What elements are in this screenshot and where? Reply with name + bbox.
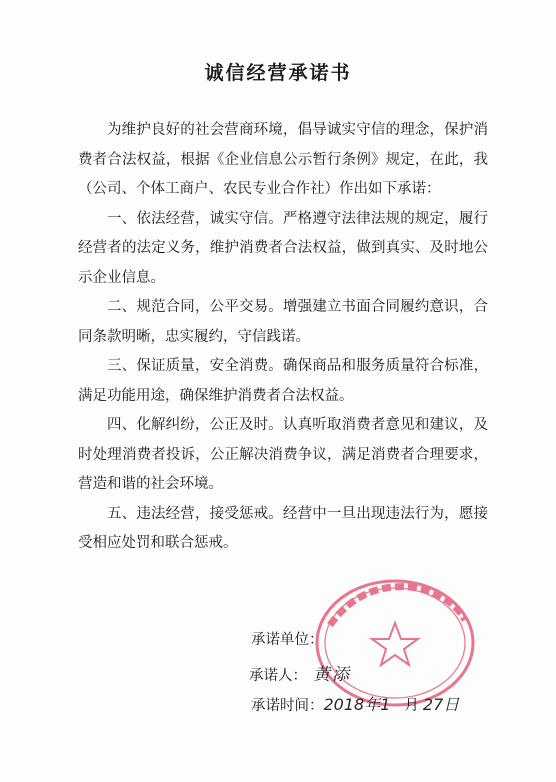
time-label: 承诺时间： xyxy=(251,698,324,714)
handwritten-day: 27日 xyxy=(422,695,460,714)
month-char: 月 xyxy=(404,698,419,714)
person-label: 承诺人： xyxy=(249,668,307,684)
commitment-item-3: 三、保证质量，安全消费。确保商品和服务质量符合标准，满足功能用途，确保维护消费者合法权益。 xyxy=(78,358,488,404)
handwritten-date: 2018年1 xyxy=(323,695,391,714)
commitment-item-2: 二、规范合同，公平交易。增强建立书面合同履约意识，合同条款明晰，忠实履约，守信践诺。 xyxy=(78,299,488,345)
intro-paragraph: 为维护良好的社会营商环境，倡导诚实守信的理念，保护消费者合法权益，根据《企业信息公示暂行条例》规定，在此，我（公司、个体工商户、农民专业合作社）作出如下承诺： xyxy=(78,122,488,197)
document-body xyxy=(78,116,488,559)
unit-label: 承诺单位： xyxy=(251,632,324,648)
commitment-person-line xyxy=(249,660,351,685)
commitment-item-4: 四、化解纠纷，公正及时。认真听取消费者意见和建议，及时处理消费者投诉，公正解决消费争议，满足消费者合理要求，营造和谐的社会环境。 xyxy=(78,417,488,492)
document-title: 诚信经营承诺书 xyxy=(204,62,352,84)
commitment-item-1: 一、依法经营，诚实守信。严格遵守法律法规的规定，履行经营者的法定义务，维护消费者合法权益，做到真实、及时地公示企业信息。 xyxy=(78,210,488,286)
commitment-unit-line xyxy=(251,628,324,649)
commitment-item-5: 五、违法经营，接受惩戒。经营中一旦出现违法行为，愿接受相应处罚和联合惩戒。 xyxy=(78,505,488,551)
handwritten-name: 黄添 xyxy=(313,665,351,685)
commitment-time-line xyxy=(251,692,459,715)
